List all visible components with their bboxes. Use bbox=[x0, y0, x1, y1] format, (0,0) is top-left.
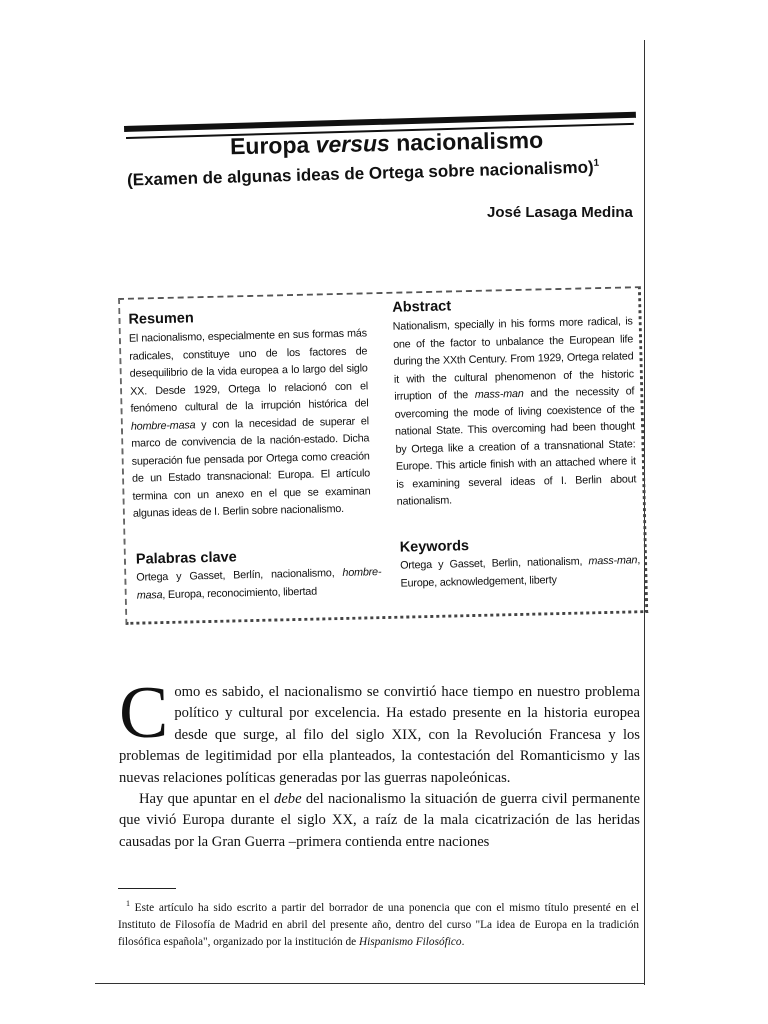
keywords-text-a: Ortega y Gasset, Berlin, nationalism, bbox=[400, 555, 589, 572]
palabras-clave-text bbox=[136, 564, 382, 605]
subtitle-footnote-mark: 1 bbox=[593, 157, 600, 169]
palabras-clave-heading: Palabras clave bbox=[135, 549, 237, 568]
abstract-text-a: Nationalism, specially in his forms more radical, is one of the factor to unbalance the European life during the XXth Century. From 1929, Ortega related it with the cultural phenomenon of the historic irruption of the bbox=[392, 315, 634, 403]
palabras-clave-text-italic: hombre-masa bbox=[136, 566, 382, 602]
keywords-heading: Keywords bbox=[399, 538, 470, 556]
subtitle-text: (Examen de algunas ideas de Ortega sobre nacionalismo) bbox=[126, 157, 594, 190]
resumen-text bbox=[129, 325, 371, 523]
resumen-text-b: y con la necesidad de superar el marco de convivencia de la nación-estado. Dicha superación fue pensada por Ortega como creación de un Estado transnacional: Europa. El artículo termina con un anexo en el que se examinan algunas ideas de I. Berlin sobre nacionalismo. bbox=[131, 414, 371, 520]
article-title bbox=[230, 127, 544, 161]
resumen-text-a: El nacionalismo, especialmente en sus formas más radicales, constituye uno de los factores de desequilibrio de la vida europea a lo largo del siglo XX. Desde 1929, Ortega lo relacionó con el fenómeno cultural de la irrupción histórica del bbox=[128, 327, 369, 415]
body-paragraph-1-text: omo es sabido, el nacionalismo se convirtió hace tiempo en nuestro problema político y cultural por excelencia. Ha estado presente en la historia europea desde que surge, al filo del siglo XIX, con la Revolución Francesa y los problemas de legitimidad por ella planteados, la contestación del Romanticismo y las nuevas relaciones políticas generadas por las guerras napoleónicas. bbox=[119, 684, 640, 786]
footnote-mark: 1 bbox=[126, 899, 130, 908]
keywords-section bbox=[400, 534, 641, 592]
body-text bbox=[119, 672, 640, 853]
palabras-clave-text-b: , Europa, reconocimiento, libertad bbox=[162, 585, 318, 601]
article-subtitle bbox=[127, 157, 600, 190]
footnote-text-b: . bbox=[461, 935, 465, 948]
footnote-rule bbox=[118, 888, 176, 889]
abstract-heading: Abstract bbox=[392, 298, 452, 316]
resumen-text-italic: hombre-masa bbox=[130, 418, 196, 433]
abstract-section bbox=[392, 294, 637, 511]
title-part1: Europa bbox=[229, 131, 310, 160]
footnote-text-a: Este artículo ha sido escrito a partir del borrador de una ponencia que con el mismo título presenté en el Instituto de Filosofía de Madrid en abril del presente año, dentro del curso "La idea de Europa en la tradición filosófica española", organizado por la institución de bbox=[118, 901, 639, 948]
keywords-text bbox=[400, 552, 641, 592]
title-part2: nacionalismo bbox=[395, 126, 544, 156]
abstract-text-b: and the necessity of overcoming the mode of living coexistence of the national State. This overcoming had been thought by Ortega like a creation of a transnational State: Europe. This article finish with an attached where it is examining several ideas of I. Berlin about nationalism. bbox=[394, 385, 637, 508]
body-paragraph-2-italic: debe bbox=[274, 791, 302, 808]
palabras-clave-section bbox=[136, 546, 382, 605]
keywords-text-b: , Europe, acknowledgement, liberty bbox=[400, 554, 641, 590]
title-italic: versus bbox=[315, 129, 391, 158]
resumen-heading: Resumen bbox=[128, 310, 194, 328]
abstract-text bbox=[393, 313, 637, 511]
drop-cap: C bbox=[119, 672, 169, 754]
body-paragraph-2 bbox=[119, 789, 640, 853]
footnote bbox=[118, 895, 639, 951]
palabras-clave-text-a: Ortega y Gasset, Berlín, nacionalismo, bbox=[136, 566, 343, 584]
page-edge-bottom bbox=[95, 983, 645, 984]
body-paragraph-2-b: del nacionalismo la situación de guerra civil permanente que vivió Europa durante el siglo XX, a raíz de la mala cicatrización de las heridas causadas por la Gran Guerra –primera contienda entre naciones bbox=[119, 791, 640, 850]
keywords-text-italic: mass-man bbox=[588, 554, 638, 568]
abstract-box bbox=[118, 286, 648, 625]
body-paragraph-2-a: Hay que apuntar en el bbox=[139, 791, 275, 808]
abstract-text-italic: mass-man bbox=[474, 387, 524, 401]
resumen-section bbox=[128, 306, 371, 523]
footnote-text-italic: Hispanismo Filosófico bbox=[358, 935, 462, 948]
body-paragraph-1 bbox=[119, 672, 640, 789]
author-name: José Lasaga Medina bbox=[487, 204, 633, 221]
